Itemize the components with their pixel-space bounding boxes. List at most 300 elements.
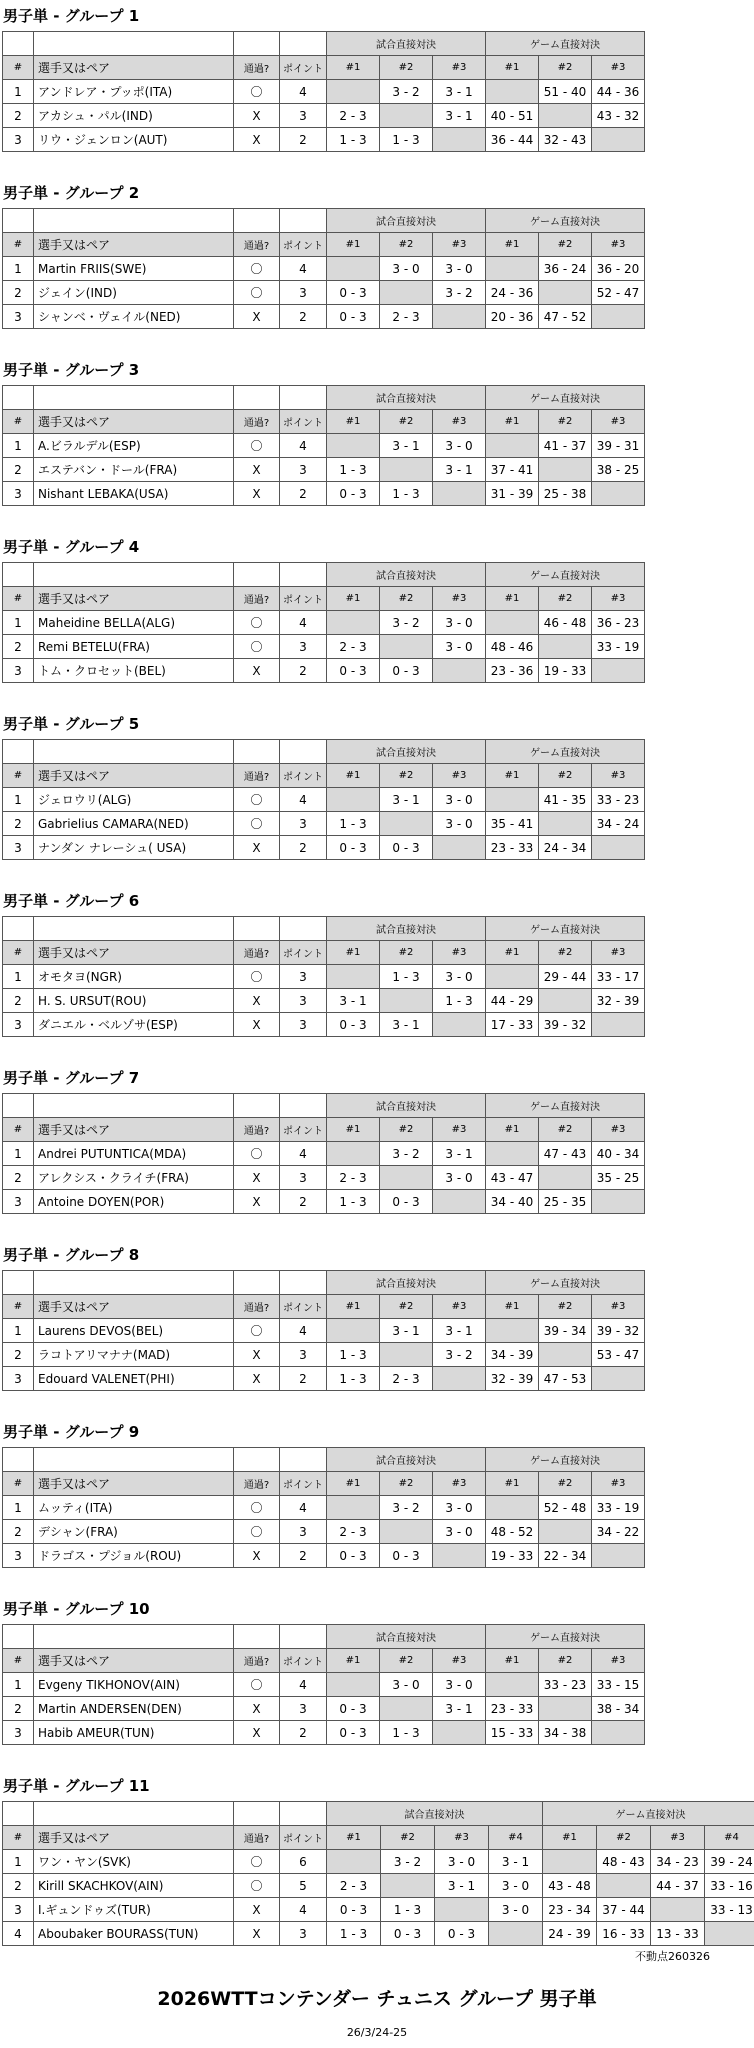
match-score: 3 - 0 [380, 1673, 433, 1697]
col-header-player: 選手又はペア [34, 1118, 234, 1142]
match-score: 3 - 2 [381, 1850, 435, 1874]
match-score [327, 788, 380, 812]
match-score: 3 - 0 [435, 1850, 489, 1874]
col-header-opponent: #3 [592, 941, 645, 965]
col-header-points: ポイント [280, 764, 327, 788]
col-header-opponent: #2 [380, 410, 433, 434]
match-h2h-header: 試合直接対決 [327, 1448, 486, 1472]
game-score [592, 1544, 645, 1568]
points: 4 [280, 80, 327, 104]
game-score [597, 1874, 651, 1898]
col-header-opponent: #4 [489, 1826, 543, 1850]
col-header-opponent: #1 [486, 1118, 539, 1142]
footer-note: 不動点260326 [635, 1950, 710, 1963]
game-score [486, 1496, 539, 1520]
game-score: 23 - 33 [486, 836, 539, 860]
group-title: 男子単 - グループ 2 [3, 184, 140, 202]
match-score: 3 - 1 [435, 1874, 489, 1898]
game-score: 17 - 33 [486, 1013, 539, 1037]
col-header-player: 選手又はペア [34, 587, 234, 611]
game-score: 37 - 41 [486, 458, 539, 482]
points: 2 [280, 1190, 327, 1214]
table-row [3, 1343, 645, 1367]
table-row [3, 659, 645, 683]
match-score: 1 - 3 [380, 965, 433, 989]
points: 6 [280, 1850, 327, 1874]
game-score [539, 1166, 592, 1190]
match-score [327, 1319, 380, 1343]
table-row [3, 1721, 645, 1745]
game-score [592, 1721, 645, 1745]
col-header-pass: 通過? [234, 764, 280, 788]
header-blank [280, 740, 327, 764]
col-header-points: ポイント [280, 410, 327, 434]
row-rank: 1 [3, 434, 34, 458]
match-score: 0 - 3 [327, 836, 380, 860]
group-title: 男子単 - グループ 8 [3, 1246, 140, 1264]
game-score [592, 128, 645, 152]
match-score: 3 - 0 [433, 635, 486, 659]
col-header-opponent: #1 [327, 1826, 381, 1850]
table-row [3, 104, 645, 128]
match-score: 2 - 3 [380, 305, 433, 329]
player-name: Remi BETELU(FRA) [34, 635, 234, 659]
pass-status: 〇 [234, 1496, 280, 1520]
row-rank: 3 [3, 836, 34, 860]
game-score: 43 - 32 [592, 104, 645, 128]
game-score: 40 - 51 [486, 104, 539, 128]
table-row [3, 1142, 645, 1166]
game-score: 48 - 52 [486, 1520, 539, 1544]
header-row [3, 1295, 645, 1319]
header-row [3, 1118, 645, 1142]
player-name: ダニエル・ベルゾサ(ESP) [34, 1013, 234, 1037]
row-rank: 2 [3, 1874, 34, 1898]
row-rank: 1 [3, 1496, 34, 1520]
col-header-opponent: #2 [539, 764, 592, 788]
player-name: ドラゴス・プジョル(ROU) [34, 1544, 234, 1568]
pass-status: X [234, 1721, 280, 1745]
header-row-top [3, 1094, 645, 1118]
match-h2h-header: 試合直接対決 [327, 1094, 486, 1118]
header-row-top [3, 209, 645, 233]
match-score: 0 - 3 [435, 1922, 489, 1946]
match-score: 0 - 3 [380, 659, 433, 683]
col-header-points: ポイント [280, 1118, 327, 1142]
game-score: 39 - 32 [539, 1013, 592, 1037]
table-row [3, 989, 645, 1013]
match-score: 1 - 3 [327, 1367, 380, 1391]
row-rank: 1 [3, 1673, 34, 1697]
match-score: 3 - 1 [380, 434, 433, 458]
col-header-opponent: #3 [435, 1826, 489, 1850]
col-header-opponent: #2 [380, 1118, 433, 1142]
game-score [543, 1850, 597, 1874]
match-h2h-header: 試合直接対決 [327, 386, 486, 410]
pass-status: 〇 [234, 965, 280, 989]
col-header-player: 選手又はペア [34, 233, 234, 257]
col-header-opponent: #3 [592, 410, 645, 434]
match-score: 3 - 1 [380, 788, 433, 812]
group-table [2, 739, 645, 860]
game-score: 39 - 24 [705, 1850, 754, 1874]
player-name: シャンベ・ヴェイル(NED) [34, 305, 234, 329]
col-header-opponent: #1 [486, 233, 539, 257]
game-score: 24 - 39 [543, 1922, 597, 1946]
header-row-top [3, 917, 645, 941]
col-header-opponent: #3 [592, 1649, 645, 1673]
match-score: 3 - 0 [433, 965, 486, 989]
match-score [380, 458, 433, 482]
match-score [380, 635, 433, 659]
game-score [539, 104, 592, 128]
game-score: 25 - 38 [539, 482, 592, 506]
game-score: 33 - 16 [705, 1874, 754, 1898]
match-score [433, 128, 486, 152]
game-score: 34 - 40 [486, 1190, 539, 1214]
col-header-opponent: #1 [486, 941, 539, 965]
match-score: 3 - 2 [380, 1142, 433, 1166]
header-blank [234, 1271, 280, 1295]
game-score: 15 - 33 [486, 1721, 539, 1745]
game-score [486, 257, 539, 281]
header-blank [3, 1094, 34, 1118]
col-header-player: 選手又はペア [34, 56, 234, 80]
game-score: 33 - 17 [592, 965, 645, 989]
row-rank: 4 [3, 1922, 34, 1946]
table-row [3, 1697, 645, 1721]
player-name: リウ・ジェンロン(AUT) [34, 128, 234, 152]
col-header-opponent: #2 [380, 233, 433, 257]
col-header-opponent: #1 [543, 1826, 597, 1850]
match-h2h-header: 試合直接対決 [327, 917, 486, 941]
game-score [486, 1319, 539, 1343]
header-blank [3, 1271, 34, 1295]
player-name: Edouard VALENET(PHI) [34, 1367, 234, 1391]
match-score [489, 1922, 543, 1946]
game-score: 48 - 43 [597, 1850, 651, 1874]
match-score: 2 - 3 [380, 1367, 433, 1391]
game-score: 51 - 40 [539, 80, 592, 104]
table-row [3, 1190, 645, 1214]
header-row [3, 56, 645, 80]
table-row [3, 1013, 645, 1037]
game-score: 44 - 29 [486, 989, 539, 1013]
points: 2 [280, 659, 327, 683]
match-score: 0 - 3 [327, 482, 380, 506]
match-score: 3 - 2 [380, 611, 433, 635]
game-score: 32 - 39 [592, 989, 645, 1013]
game-score [539, 635, 592, 659]
points: 3 [280, 1166, 327, 1190]
match-score: 3 - 1 [433, 1319, 486, 1343]
col-header-points: ポイント [280, 941, 327, 965]
game-score: 33 - 19 [592, 635, 645, 659]
col-header-num: # [3, 1295, 34, 1319]
header-row-top [3, 1802, 754, 1826]
col-header-opponent: #3 [592, 1295, 645, 1319]
game-score: 43 - 47 [486, 1166, 539, 1190]
header-blank [280, 563, 327, 587]
match-score: 1 - 3 [380, 128, 433, 152]
game-score: 23 - 33 [486, 1697, 539, 1721]
col-header-player: 選手又はペア [34, 1295, 234, 1319]
table-row [3, 965, 645, 989]
group-table [2, 916, 645, 1037]
row-rank: 3 [3, 1544, 34, 1568]
match-score: 3 - 0 [433, 1496, 486, 1520]
match-score [327, 1142, 380, 1166]
match-score: 3 - 2 [380, 1496, 433, 1520]
game-score [592, 659, 645, 683]
player-name: Evgeny TIKHONOV(AIN) [34, 1673, 234, 1697]
col-header-points: ポイント [280, 1295, 327, 1319]
match-score: 3 - 1 [433, 458, 486, 482]
col-header-opponent: #1 [327, 56, 380, 80]
header-blank [234, 209, 280, 233]
match-score [380, 281, 433, 305]
col-header-opponent: #3 [433, 233, 486, 257]
col-header-opponent: #3 [433, 1472, 486, 1496]
pass-status: X [234, 458, 280, 482]
group-table [2, 1270, 645, 1391]
game-score [486, 611, 539, 635]
col-header-points: ポイント [280, 56, 327, 80]
group-table [2, 1801, 754, 1946]
game-score: 20 - 36 [486, 305, 539, 329]
game-h2h-header: ゲーム直接対決 [486, 740, 645, 764]
table-row [3, 305, 645, 329]
col-header-pass: 通過? [234, 1472, 280, 1496]
game-score: 53 - 47 [592, 1343, 645, 1367]
col-header-num: # [3, 1649, 34, 1673]
points: 3 [280, 1343, 327, 1367]
game-h2h-header: ゲーム直接対決 [486, 563, 645, 587]
pass-status: X [234, 836, 280, 860]
col-header-opponent: #1 [327, 764, 380, 788]
header-row [3, 1826, 754, 1850]
col-header-opponent: #2 [380, 1295, 433, 1319]
col-header-pass: 通過? [234, 56, 280, 80]
pass-status: 〇 [234, 788, 280, 812]
group-table [2, 1447, 645, 1568]
header-blank [3, 1625, 34, 1649]
game-score: 23 - 36 [486, 659, 539, 683]
table-row [3, 281, 645, 305]
pass-status: 〇 [234, 1850, 280, 1874]
match-score: 2 - 3 [327, 1874, 381, 1898]
game-score [592, 482, 645, 506]
col-header-opponent: #2 [380, 587, 433, 611]
player-name: ナンダン ナレーシュ( USA) [34, 836, 234, 860]
game-score: 39 - 34 [539, 1319, 592, 1343]
header-row-top [3, 32, 645, 56]
pass-status: X [234, 128, 280, 152]
match-score: 0 - 3 [327, 1013, 380, 1037]
col-header-opponent: #1 [486, 764, 539, 788]
player-name: Antoine DOYEN(POR) [34, 1190, 234, 1214]
header-blank [3, 386, 34, 410]
header-blank [280, 1625, 327, 1649]
game-score: 33 - 13 [705, 1898, 754, 1922]
row-rank: 3 [3, 1013, 34, 1037]
game-score: 36 - 44 [486, 128, 539, 152]
col-header-player: 選手又はペア [34, 764, 234, 788]
match-score: 3 - 1 [433, 1697, 486, 1721]
table-row [3, 128, 645, 152]
pass-status: X [234, 104, 280, 128]
table-row [3, 1520, 645, 1544]
game-score [486, 1142, 539, 1166]
game-score [592, 1367, 645, 1391]
points: 3 [280, 989, 327, 1013]
match-score [380, 1520, 433, 1544]
header-blank [234, 1625, 280, 1649]
points: 4 [280, 788, 327, 812]
col-header-player: 選手又はペア [34, 1649, 234, 1673]
col-header-opponent: #1 [486, 1295, 539, 1319]
col-header-opponent: #2 [380, 1472, 433, 1496]
group-title: 男子単 - グループ 11 [3, 1777, 150, 1795]
game-score: 41 - 35 [539, 788, 592, 812]
col-header-opponent: #2 [380, 764, 433, 788]
header-row-top [3, 1448, 645, 1472]
player-name: オモタヨ(NGR) [34, 965, 234, 989]
row-rank: 3 [3, 1721, 34, 1745]
game-h2h-header: ゲーム直接対決 [486, 1271, 645, 1295]
match-score [435, 1898, 489, 1922]
group-table [2, 562, 645, 683]
col-header-pass: 通過? [234, 587, 280, 611]
points: 3 [280, 1697, 327, 1721]
pass-status: X [234, 1013, 280, 1037]
table-row [3, 1166, 645, 1190]
game-score: 44 - 37 [651, 1874, 705, 1898]
col-header-num: # [3, 233, 34, 257]
pass-status: 〇 [234, 1520, 280, 1544]
game-score: 32 - 39 [486, 1367, 539, 1391]
header-row [3, 233, 645, 257]
header-blank [3, 1448, 34, 1472]
game-score: 32 - 43 [539, 128, 592, 152]
col-header-opponent: #1 [327, 1118, 380, 1142]
col-header-opponent: #1 [486, 1472, 539, 1496]
player-name: Martin FRIIS(SWE) [34, 257, 234, 281]
points: 3 [280, 281, 327, 305]
pass-status: X [234, 1190, 280, 1214]
col-header-num: # [3, 1118, 34, 1142]
match-score: 1 - 3 [327, 1190, 380, 1214]
match-score: 3 - 2 [380, 80, 433, 104]
match-score: 3 - 0 [433, 611, 486, 635]
col-header-opponent: #1 [327, 941, 380, 965]
row-rank: 1 [3, 1319, 34, 1343]
col-header-opponent: #3 [433, 1295, 486, 1319]
table-row [3, 1319, 645, 1343]
pass-status: 〇 [234, 1874, 280, 1898]
col-header-opponent: #3 [592, 233, 645, 257]
game-score [592, 836, 645, 860]
points: 2 [280, 128, 327, 152]
match-score: 0 - 3 [327, 281, 380, 305]
header-blank [3, 917, 34, 941]
game-score [539, 1343, 592, 1367]
match-score [327, 965, 380, 989]
match-score: 1 - 3 [327, 1922, 381, 1946]
match-score [380, 1166, 433, 1190]
match-score [327, 257, 380, 281]
header-blank [234, 1448, 280, 1472]
game-h2h-header: ゲーム直接対決 [486, 32, 645, 56]
match-score [327, 1673, 380, 1697]
game-score: 41 - 37 [539, 434, 592, 458]
match-score: 3 - 0 [380, 257, 433, 281]
game-score: 19 - 33 [486, 1544, 539, 1568]
match-h2h-header: 試合直接対決 [327, 1802, 543, 1826]
row-rank: 3 [3, 1898, 34, 1922]
col-header-opponent: #4 [705, 1826, 754, 1850]
header-blank [234, 386, 280, 410]
game-score: 33 - 23 [539, 1673, 592, 1697]
match-score: 0 - 3 [380, 1544, 433, 1568]
col-header-num: # [3, 587, 34, 611]
points: 4 [280, 611, 327, 635]
row-rank: 2 [3, 812, 34, 836]
col-header-opponent: #3 [433, 410, 486, 434]
group-table [2, 31, 645, 152]
header-blank [34, 917, 234, 941]
player-name: ムッティ(ITA) [34, 1496, 234, 1520]
row-rank: 3 [3, 1367, 34, 1391]
col-header-pass: 通過? [234, 1649, 280, 1673]
col-header-player: 選手又はペア [34, 1826, 234, 1850]
game-score [539, 458, 592, 482]
col-header-opponent: #3 [433, 764, 486, 788]
col-header-num: # [3, 764, 34, 788]
match-h2h-header: 試合直接対決 [327, 1271, 486, 1295]
pass-status: 〇 [234, 635, 280, 659]
game-score: 43 - 48 [543, 1874, 597, 1898]
match-score: 3 - 1 [433, 80, 486, 104]
col-header-opponent: #2 [539, 56, 592, 80]
col-header-opponent: #3 [592, 1472, 645, 1496]
player-name: Aboubaker BOURASS(TUN) [34, 1922, 234, 1946]
table-row [3, 1922, 754, 1946]
header-blank [34, 1625, 234, 1649]
points: 4 [280, 1673, 327, 1697]
col-header-points: ポイント [280, 1472, 327, 1496]
match-score: 0 - 3 [327, 659, 380, 683]
header-row-top [3, 1271, 645, 1295]
col-header-opponent: #3 [433, 587, 486, 611]
points: 5 [280, 1874, 327, 1898]
col-header-num: # [3, 410, 34, 434]
game-h2h-header: ゲーム直接対決 [543, 1802, 754, 1826]
col-header-num: # [3, 941, 34, 965]
pass-status: 〇 [234, 812, 280, 836]
game-score [486, 965, 539, 989]
group-title: 男子単 - グループ 10 [3, 1600, 150, 1618]
points: 4 [280, 1496, 327, 1520]
col-header-points: ポイント [280, 1649, 327, 1673]
group-table [2, 1093, 645, 1214]
row-rank: 2 [3, 1520, 34, 1544]
table-row [3, 611, 645, 635]
header-row-top [3, 740, 645, 764]
game-score: 23 - 34 [543, 1898, 597, 1922]
table-row [3, 80, 645, 104]
player-name: Kirill SKACHKOV(AIN) [34, 1874, 234, 1898]
